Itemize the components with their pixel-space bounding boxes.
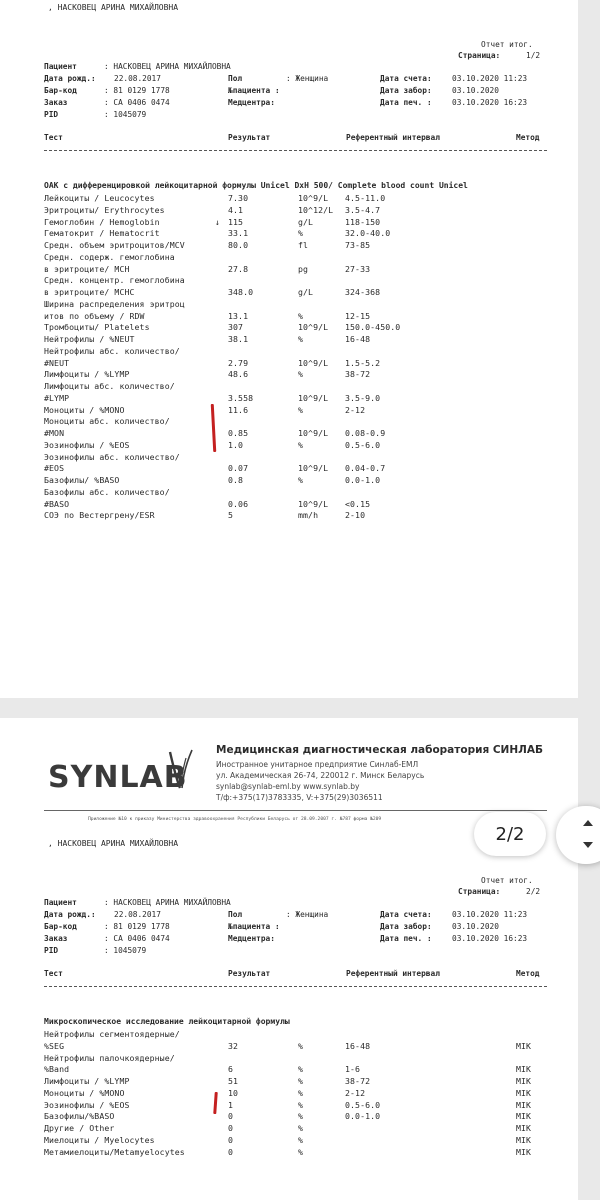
- viewer-gutter: [578, 0, 600, 698]
- reference-range: 2-10: [345, 510, 366, 521]
- lab-name: Медицинская диагностическая лаборатория СИНЛАБ: [216, 744, 543, 756]
- reference-range: 38-72: [345, 369, 371, 380]
- col-test: Тест: [44, 133, 63, 142]
- result-unit: %: [298, 1111, 304, 1122]
- test-name: Метамиелоциты/Metamyelocytes: [44, 1146, 185, 1157]
- method-value: MIK: [516, 1111, 532, 1122]
- result-value: 5: [228, 510, 234, 521]
- reference-range: 324-368: [345, 287, 381, 297]
- page-number: 1/2: [526, 51, 541, 60]
- result-value: 1.0: [228, 439, 244, 450]
- result-value: 0.07: [228, 463, 249, 474]
- result-unit: %: [298, 1064, 304, 1075]
- result-value: 32: [228, 1040, 239, 1051]
- sampling-date-value-2: 03.10.2020: [452, 922, 499, 931]
- reference-range: 1.5-5.2: [345, 357, 381, 368]
- result-unit: %: [298, 1146, 304, 1157]
- barcode-label-2: Бар-код: [44, 922, 77, 931]
- page-label-2: Страница:: [458, 887, 501, 896]
- dob-label-2: Дата рожд.:: [44, 910, 96, 919]
- test-name: Нейтрофилы сегментоядерные/: [44, 1029, 180, 1039]
- test-name: итов по объему / RDW: [44, 310, 145, 321]
- result-unit: %: [298, 1099, 304, 1110]
- barcode-value: : 81 0129 1778: [104, 86, 170, 95]
- result-value: 0: [228, 1111, 234, 1122]
- sampling-date-value: 03.10.2020: [452, 86, 499, 95]
- patient-name-top: , НАСКОВЕЦ АРИНА МИХАЙЛОВНА: [48, 3, 179, 12]
- pid-label-2: PID: [44, 946, 59, 955]
- test-name: в эритроците/ MCHC: [44, 287, 135, 297]
- test-name: %Band: [44, 1064, 70, 1075]
- reference-range: 27-33: [345, 263, 371, 274]
- handwritten-mark: [211, 404, 217, 452]
- synlab-logo-text: SYNLAB: [48, 760, 188, 795]
- result-value: 0.85: [228, 428, 249, 438]
- result-unit: %: [298, 475, 304, 485]
- result-unit: %: [298, 369, 304, 380]
- method-value: MIK: [516, 1087, 532, 1098]
- result-unit: g/L: [298, 287, 314, 297]
- synlab-logo: [48, 760, 188, 795]
- col-ref-2: Референтный интервал: [346, 969, 440, 978]
- lab-line-2: ул. Академическая 26-74, 220012 г. Минск Беларусь: [216, 771, 425, 780]
- sex-label: Пол: [228, 74, 243, 83]
- logo-divider: [44, 810, 547, 811]
- result-value: 27.8: [228, 263, 249, 274]
- reference-range: 2-12: [345, 1087, 366, 1098]
- reference-range: 0.5-6.0: [345, 439, 381, 450]
- result-unit: %: [298, 439, 304, 450]
- col-result-2: Результат: [228, 969, 271, 978]
- reference-range: 0.0-1.0: [345, 475, 381, 485]
- result-unit: %: [298, 1087, 304, 1098]
- viewer-gutter-2: [578, 718, 600, 1200]
- test-name: %SEG: [44, 1040, 65, 1051]
- result-unit: %: [298, 1123, 304, 1133]
- pid-value: : 1045079: [104, 110, 147, 119]
- section-title: ОАК с дифференцировкой лейкоцитарной формулы Unicel DxH 500/ Complete blood count Unicel: [44, 181, 468, 190]
- test-name: #EOS: [44, 463, 65, 474]
- reference-range: 73-85: [345, 240, 371, 250]
- print-date-value-2: 03.10.2020 16:23: [452, 934, 528, 943]
- test-name: Эозинофилы / %EOS: [44, 439, 130, 450]
- test-name: #NEUT: [44, 357, 70, 368]
- method-value: MIK: [516, 1099, 532, 1110]
- result-value: 348.0: [228, 287, 254, 297]
- result-unit: fl: [298, 240, 309, 250]
- result-unit: %: [298, 228, 304, 239]
- result-value: 48.6: [228, 369, 249, 380]
- test-name: Гемоглобин / Hemoglobin: [44, 216, 160, 227]
- method-value: MIK: [516, 1146, 532, 1157]
- form-note: Приложение №10 к приказу Министерства здравоохранения Республики Беларусь от 28.09.2007 г. №787 форма №209: [88, 817, 382, 822]
- header-divider: [44, 150, 547, 151]
- result-unit: %: [298, 1076, 304, 1086]
- reference-range: 4.5-11.0: [345, 193, 386, 203]
- chevron-down-icon[interactable]: [581, 840, 595, 850]
- dob-value: 22.08.2017: [114, 74, 161, 83]
- test-name: Средн. концентр. гемоглобина: [44, 275, 185, 286]
- method-value: MIK: [516, 1064, 532, 1075]
- result-unit: 10^9/L: [298, 357, 329, 368]
- report-page-2: [0, 718, 578, 1200]
- test-name: Эозинофилы / %EOS: [44, 1099, 130, 1110]
- method-value: MIK: [516, 1076, 532, 1086]
- test-name: Средн. содерж. гемоглобина: [44, 251, 175, 262]
- col-method-2: Метод: [516, 969, 540, 978]
- patient-no-label-2: №пациента :: [228, 922, 280, 931]
- result-unit: %: [298, 310, 304, 321]
- reference-range: 3.5-9.0: [345, 392, 381, 403]
- handwritten-mark-2: [213, 1092, 218, 1114]
- result-value: 1: [228, 1099, 234, 1110]
- medcenter-label-2: Медцентра:: [228, 934, 275, 943]
- result-unit: 10^9/L: [298, 322, 329, 333]
- result-value: 0.8: [228, 475, 244, 485]
- medcenter-label: Медцентра:: [228, 98, 275, 107]
- result-value: 11.6: [228, 404, 249, 415]
- reference-range: 150.0-450.0: [345, 322, 401, 333]
- reference-range: 2-12: [345, 404, 366, 415]
- result-unit: mm/h: [298, 510, 319, 521]
- page-label: Страница:: [458, 51, 501, 60]
- print-date-value: 03.10.2020 16:23: [452, 98, 528, 107]
- result-unit: pg: [298, 263, 309, 274]
- result-value: 13.1: [228, 310, 249, 321]
- reference-range: 1-6: [345, 1064, 361, 1075]
- page-indicator-text: 2/2: [495, 823, 525, 845]
- test-name: Лимфоциты / %LYMP: [44, 1076, 130, 1086]
- result-value: 3.558: [228, 392, 254, 403]
- method-value: MIK: [516, 1123, 532, 1133]
- result-value: 4.1: [228, 204, 244, 215]
- pid-value-2: : 1045079: [104, 946, 147, 955]
- lab-line-1: Иностранное унитарное предприятие Синлаб-ЕМЛ: [216, 760, 419, 769]
- page-gap: [0, 698, 600, 718]
- flag-marker: ↓: [215, 216, 221, 227]
- test-name: #LYMP: [44, 392, 70, 403]
- reference-range: <0.15: [345, 498, 371, 509]
- result-value: 0: [228, 1123, 234, 1133]
- test-name: Моноциты абс. количество/: [44, 416, 170, 427]
- result-value: 51: [228, 1076, 239, 1086]
- test-name: Эритроциты/ Erythrocytes: [44, 204, 165, 215]
- invoice-date-value: 03.10.2020 11:23: [452, 74, 528, 83]
- order-label: Заказ: [44, 98, 68, 107]
- result-unit: 10^9/L: [298, 428, 329, 438]
- sampling-date-label-2: Дата забор:: [380, 922, 432, 931]
- col-result: Результат: [228, 133, 271, 142]
- test-name: Средн. объем эритроцитов/MCV: [44, 240, 185, 250]
- col-test-2: Тест: [44, 969, 63, 978]
- result-unit: 10^9/L: [298, 463, 329, 474]
- page-indicator: [474, 812, 546, 856]
- patient-value-2: : НАСКОВЕЦ АРИНА МИХАЙЛОВНА: [104, 898, 231, 907]
- order-label-2: Заказ: [44, 934, 68, 943]
- chevron-up-icon[interactable]: [581, 818, 595, 828]
- result-unit: %: [298, 404, 304, 415]
- result-value: 80.0: [228, 240, 249, 250]
- result-value: 0: [228, 1134, 234, 1145]
- result-value: 38.1: [228, 334, 249, 344]
- result-unit: 10^9/L: [298, 193, 329, 203]
- barcode-label: Бар-код: [44, 86, 77, 95]
- result-unit: %: [298, 1040, 304, 1051]
- report-status-2: Отчет итог.: [481, 876, 533, 885]
- test-name: Нейтрофилы палочкоядерные/: [44, 1052, 175, 1063]
- print-date-label: Дата печ. :: [380, 98, 432, 107]
- test-name: Миелоциты / Myelocytes: [44, 1134, 155, 1145]
- result-value: 0.06: [228, 498, 249, 509]
- col-ref: Референтный интервал: [346, 133, 440, 142]
- sampling-date-label: Дата забор:: [380, 86, 432, 95]
- test-name: Моноциты / %MONO: [44, 404, 125, 415]
- test-name: Базофилы/ %BASO: [44, 475, 120, 485]
- header-divider-2: [44, 986, 547, 987]
- result-value: 7.30: [228, 193, 249, 203]
- test-name: #BASO: [44, 498, 70, 509]
- result-unit: 10^12/L: [298, 204, 334, 215]
- order-value-2: : CA 0406 0474: [104, 934, 170, 943]
- test-name: в эритроците/ MCH: [44, 263, 130, 274]
- test-name: Ширина распределения эритроц: [44, 298, 185, 309]
- method-value: MIK: [516, 1134, 532, 1145]
- patient-label-2: Пациент: [44, 898, 77, 907]
- method-value: MIK: [516, 1040, 532, 1051]
- report-status: Отчет итог.: [481, 40, 533, 49]
- reference-range: 0.5-6.0: [345, 1099, 381, 1110]
- test-name: #MON: [44, 428, 65, 438]
- reference-range: 32.0-40.0: [345, 228, 391, 239]
- sex-value: : Женщина: [286, 74, 329, 83]
- lab-line-4: Т/ф:+375(17)3783335, V:+375(29)3036511: [216, 793, 383, 802]
- page-number-2: 2/2: [526, 887, 541, 896]
- result-unit: 10^9/L: [298, 498, 329, 509]
- reference-range: 0.0-1.0: [345, 1111, 381, 1122]
- patient-name-top-2: , НАСКОВЕЦ АРИНА МИХАЙЛОВНА: [48, 839, 179, 848]
- invoice-date-value-2: 03.10.2020 11:23: [452, 910, 528, 919]
- reference-range: 0.08-0.9: [345, 428, 386, 438]
- reference-range: 12-15: [345, 310, 371, 321]
- result-value: 307: [228, 322, 244, 333]
- result-unit: %: [298, 1134, 304, 1145]
- test-name: Лейкоциты / Leucocytes: [44, 193, 155, 203]
- test-name: Нейтрофилы абс. количество/: [44, 345, 180, 356]
- sex-value-2: : Женщина: [286, 910, 329, 919]
- print-date-label-2: Дата печ. :: [380, 934, 432, 943]
- invoice-date-label-2: Дата счета:: [380, 910, 432, 919]
- col-method: Метод: [516, 133, 540, 142]
- test-name: Базофилы абс. количество/: [44, 486, 170, 497]
- reference-range: 118-150: [345, 216, 381, 227]
- test-name: Тромбоциты/ Platelets: [44, 322, 150, 333]
- test-name: Лимфоциты / %LYMP: [44, 369, 130, 380]
- result-value: 6: [228, 1064, 234, 1075]
- test-name: СОЭ по Вестергрену/ESR: [44, 510, 155, 521]
- test-name: Базофилы/%BASO: [44, 1111, 115, 1122]
- reference-range: 0.04-0.7: [345, 463, 386, 474]
- barcode-value-2: : 81 0129 1778: [104, 922, 170, 931]
- test-name: Моноциты / %MONO: [44, 1087, 125, 1098]
- result-value: 10: [228, 1087, 239, 1098]
- result-value: 2.79: [228, 357, 249, 368]
- result-unit: %: [298, 334, 304, 344]
- reference-range: 38-72: [345, 1076, 371, 1086]
- result-unit: 10^9/L: [298, 392, 329, 403]
- test-name: Лимфоциты абс. количество/: [44, 381, 175, 391]
- section-title-2: Микроскопическое исследование лейкоцитарной формулы: [44, 1017, 290, 1026]
- test-name: Другие / Other: [44, 1123, 115, 1133]
- reference-range: 16-48: [345, 1040, 371, 1051]
- test-name: Эозинофилы абс. количество/: [44, 451, 180, 462]
- order-value: : CA 0406 0474: [104, 98, 170, 107]
- reference-range: 16-48: [345, 334, 371, 344]
- dob-label: Дата рожд.:: [44, 74, 96, 83]
- patient-label: Пациент: [44, 62, 77, 71]
- result-value: 33.1: [228, 228, 249, 239]
- reference-range: 3.5-4.7: [345, 204, 381, 215]
- result-value: 115: [228, 216, 244, 227]
- test-name: Гематокрит / Hematocrit: [44, 228, 160, 239]
- dob-value-2: 22.08.2017: [114, 910, 161, 919]
- sex-label-2: Пол: [228, 910, 243, 919]
- patient-value: : НАСКОВЕЦ АРИНА МИХАЙЛОВНА: [104, 62, 231, 71]
- patient-no-label: №пациента :: [228, 86, 280, 95]
- invoice-date-label: Дата счета:: [380, 74, 432, 83]
- test-name: Нейтрофилы / %NEUT: [44, 334, 135, 344]
- result-unit: g/L: [298, 216, 314, 227]
- lab-line-3: synlab@synlab-eml.by www.synlab.by: [216, 782, 360, 791]
- pid-label: PID: [44, 110, 59, 119]
- synlab-swoosh-icon: [168, 748, 196, 792]
- result-value: 0: [228, 1146, 234, 1157]
